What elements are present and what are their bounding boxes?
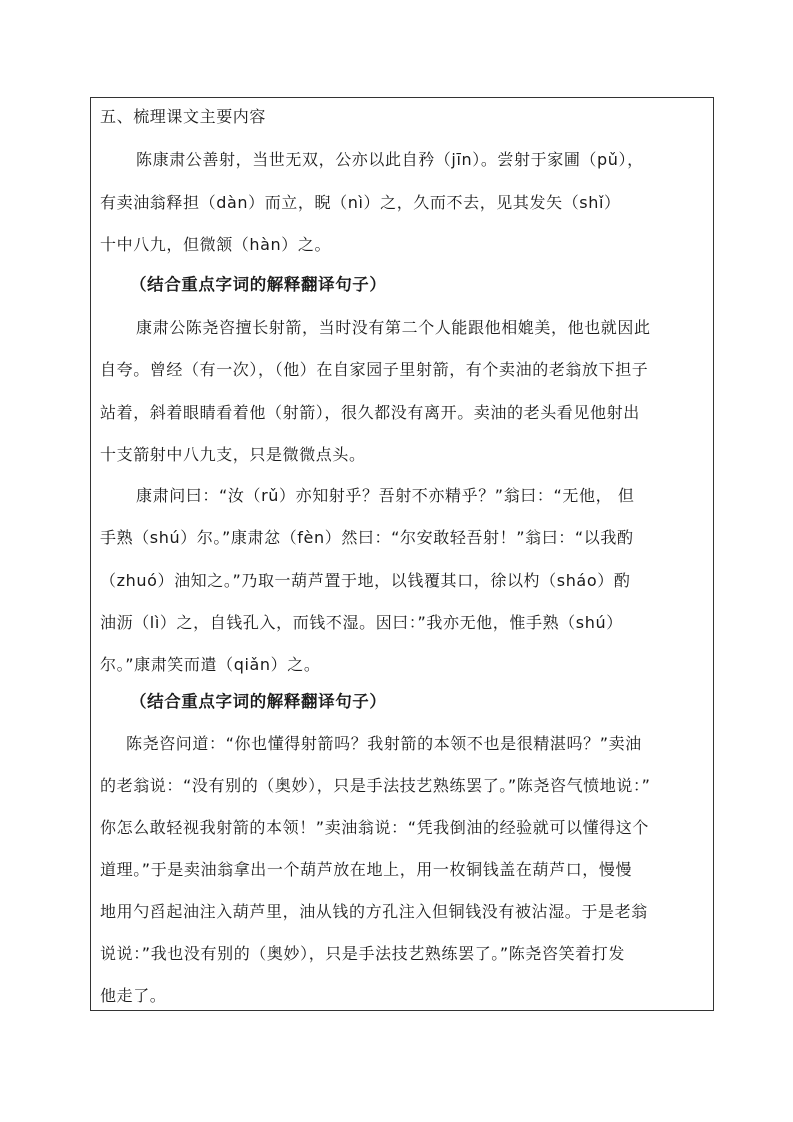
translation-line: 站着，斜着眼睛看着他（射箭），很久都没有离开。卖油的老头看见他射出 bbox=[100, 403, 640, 422]
translation-line: 道理。”于是卖油翁拿出一个葫芦放在地上，用一枚铜钱盖在葫芦口，慢慢 bbox=[100, 860, 633, 879]
original-text-line: 手熟（shú）尔。”康肃忿（fèn）然曰：“尔安敢轻吾射！”翁曰：“以我酌 bbox=[100, 528, 634, 547]
translation-line: 自夸。曾经（有一次），（他）在自家园子里射箭，有个卖油的老翁放下担子 bbox=[100, 360, 649, 379]
original-text-line: 尔。”康肃笑而遣（qiǎn）之。 bbox=[100, 655, 321, 674]
translation-line: 康肃公陈尧咨擅长射箭，当时没有第二个人能跟他相媲美，他也就因此 bbox=[136, 318, 651, 337]
original-text-line: 油沥（lì）之，自钱孔入，而钱不湿。因曰：”我亦无他，惟手熟（shú） bbox=[100, 613, 623, 632]
original-text-line: （zhuó）油知之。”乃取一葫芦置于地，以钱覆其口，徐以杓（sháo）酌 bbox=[100, 571, 631, 590]
translation-line: 说说：”我也没有别的（奥妙），只是手法技艺熟练罢了。”陈尧咨笑着打发 bbox=[100, 944, 625, 963]
translation-instruction: （结合重点字词的解释翻译句子） bbox=[130, 275, 387, 294]
translation-line: 十支箭射中八九支，只是微微点头。 bbox=[100, 445, 366, 464]
original-text-line: 康肃问曰：“汝（rǔ）亦知射乎？吾射不亦精乎？”翁曰：“无他， 但 bbox=[136, 486, 635, 505]
translation-line: 陈尧咨问道：“你也懂得射箭吗？我射箭的本领不也是很精湛吗？”卖油 bbox=[126, 734, 642, 753]
translation-line: 他走了。 bbox=[100, 986, 167, 1005]
translation-instruction: （结合重点字词的解释翻译句子） bbox=[130, 692, 387, 711]
original-text-line: 有卖油翁释担（dàn）而立，睨（nì）之，久而不去，见其发矢（shǐ） bbox=[100, 193, 621, 212]
section-heading: 五、梳理课文主要内容 bbox=[100, 107, 267, 126]
translation-line: 你怎么敢轻视我射箭的本领！”卖油翁说：“凭我倒油的经验就可以懂得这个 bbox=[100, 818, 649, 837]
original-text-line: 陈康肃公善射，当世无双，公亦以此自矜（jīn）。尝射于家圃（pǔ）， bbox=[136, 150, 644, 169]
original-text-line: 十中八九，但微颔（hàn）之。 bbox=[100, 235, 332, 254]
translation-line: 地用勺舀起油注入葫芦里，油从钱的方孔注入但铜钱没有被沾湿。于是老翁 bbox=[100, 902, 648, 921]
translation-line: 的老翁说：“没有别的（奥妙），只是手法技艺熟练罢了。”陈尧咨气愤地说：” bbox=[100, 776, 651, 795]
